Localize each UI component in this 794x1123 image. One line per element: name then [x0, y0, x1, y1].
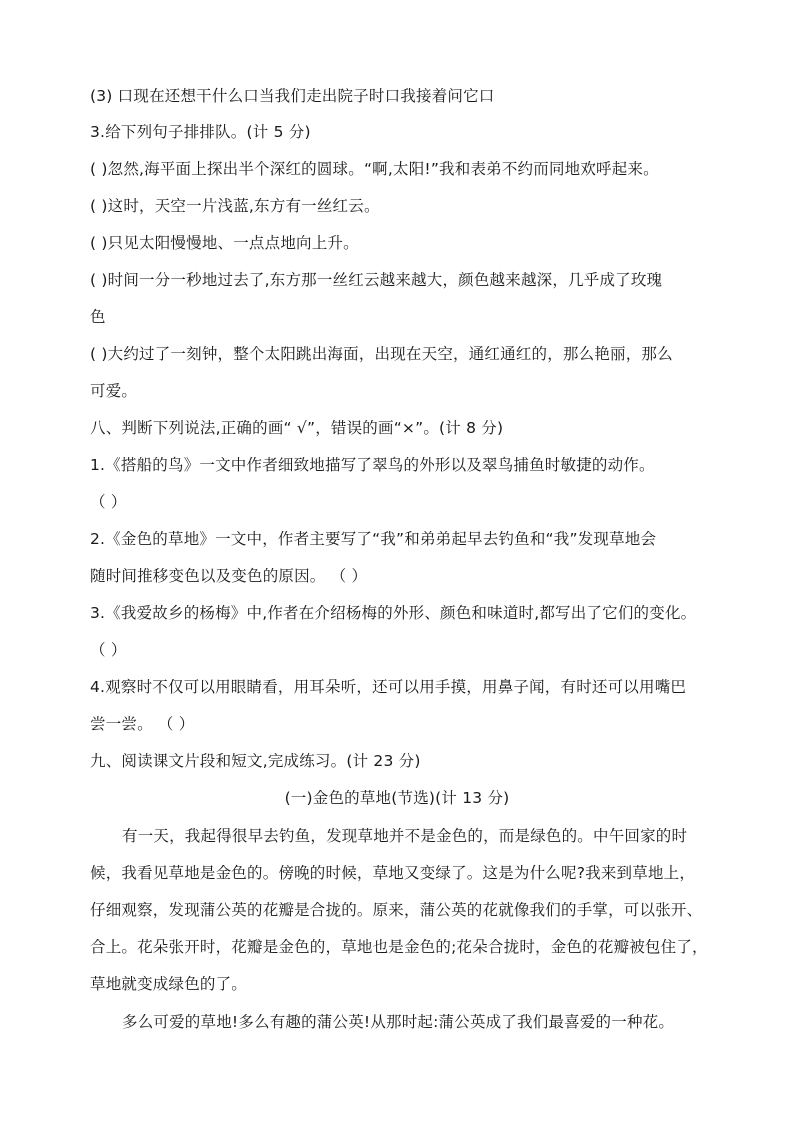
section-heading-order: 3.给下列句子排排队。(计 5 分) — [90, 123, 311, 141]
judge-item-4-cont: 尝一尝。 （ ） — [90, 715, 195, 733]
order-item-5-cont: 可爱。 — [90, 382, 138, 400]
judge-item-2-cont: 随时间推移变色以及变色的原因。 （ ） — [90, 567, 368, 585]
passage-paragraph-1-line-5: 草地就变成绿色的了。 — [90, 975, 248, 993]
judge-item-2: 2.《金色的草地》一文中，作者主要写了“我”和弟弟起早去钓鱼和“我”发现草地会 — [90, 530, 657, 548]
section-heading-judge: 八、判断下列说法,正确的画“ √”，错误的画“×”。(计 8 分) — [90, 419, 504, 437]
judge-item-4: 4.观察时不仅可以用眼睛看，用耳朵听，还可以用手摸，用鼻子闻，有时还可以用嘴巴 — [90, 678, 687, 696]
passage-paragraph-1-line-4: 合上。花朵张开时，花瓣是金色的，草地也是金色的;花朵合拢时，金色的花瓣被包住了， — [90, 938, 708, 956]
order-item-2: ( )这时，天空一片浅蓝,东方有一丝红云。 — [90, 197, 380, 215]
passage-paragraph-1-line-2: 候，我看见草地是金色的。傍晚的时候，草地又变绿了。这是为什么呢?我来到草地上， — [90, 864, 696, 882]
order-item-5: ( )大约过了一刻钟，整个太阳跳出海面，出现在天空，通红通红的，那么艳丽，那么 — [90, 345, 673, 363]
judge-item-3: 3.《我爱故乡的杨梅》中,作者在介绍杨梅的外形、颜色和味道时,都写出了它们的变化。 — [90, 604, 697, 622]
passage-paragraph-2-line-1: 多么可爱的草地!多么有趣的蒲公英!从那时起:蒲公英成了我们最喜爱的一种花。 — [122, 1013, 675, 1031]
judge-item-3-blank: （ ） — [90, 641, 127, 659]
passage-paragraph-1-line-3: 仔细观察，发现蒲公英的花瓣是合拢的。原来，蒲公英的花就像我们的手掌，可以张开、 — [90, 901, 703, 919]
section-heading-reading: 九、阅读课文片段和短文,完成练习。(计 23 分) — [90, 752, 421, 770]
judge-item-1: 1.《搭船的鸟》一文中作者细致地描写了翠鸟的外形以及翠鸟捕鱼时敏捷的动作。 — [90, 456, 655, 474]
order-item-4: ( )时间一分一秒地过去了,东方那一丝红云越来越大，颜色越来越深，几乎成了玫瑰 — [90, 271, 663, 289]
passage-paragraph-1-line-1: 有一天，我起得很早去钓鱼，发现草地并不是金色的，而是绿色的。中午回家的时 — [122, 827, 688, 845]
order-item-3: ( )只见太阳慢慢地、一点点地向上升。 — [90, 234, 359, 252]
passage-title: (一)金色的草地(节选)(计 13 分) — [284, 789, 510, 807]
text-line-q3: (3) 口现在还想干什么口当我们走出院子时口我接着问它口 — [90, 87, 495, 105]
order-item-4-cont: 色 — [90, 308, 106, 326]
judge-item-1-blank: （ ） — [90, 493, 127, 511]
order-item-1: ( )忽然,海平面上探出半个深红的圆球。“啊,太阳!”我和表弟不约而同地欢呼起来。 — [90, 160, 659, 178]
